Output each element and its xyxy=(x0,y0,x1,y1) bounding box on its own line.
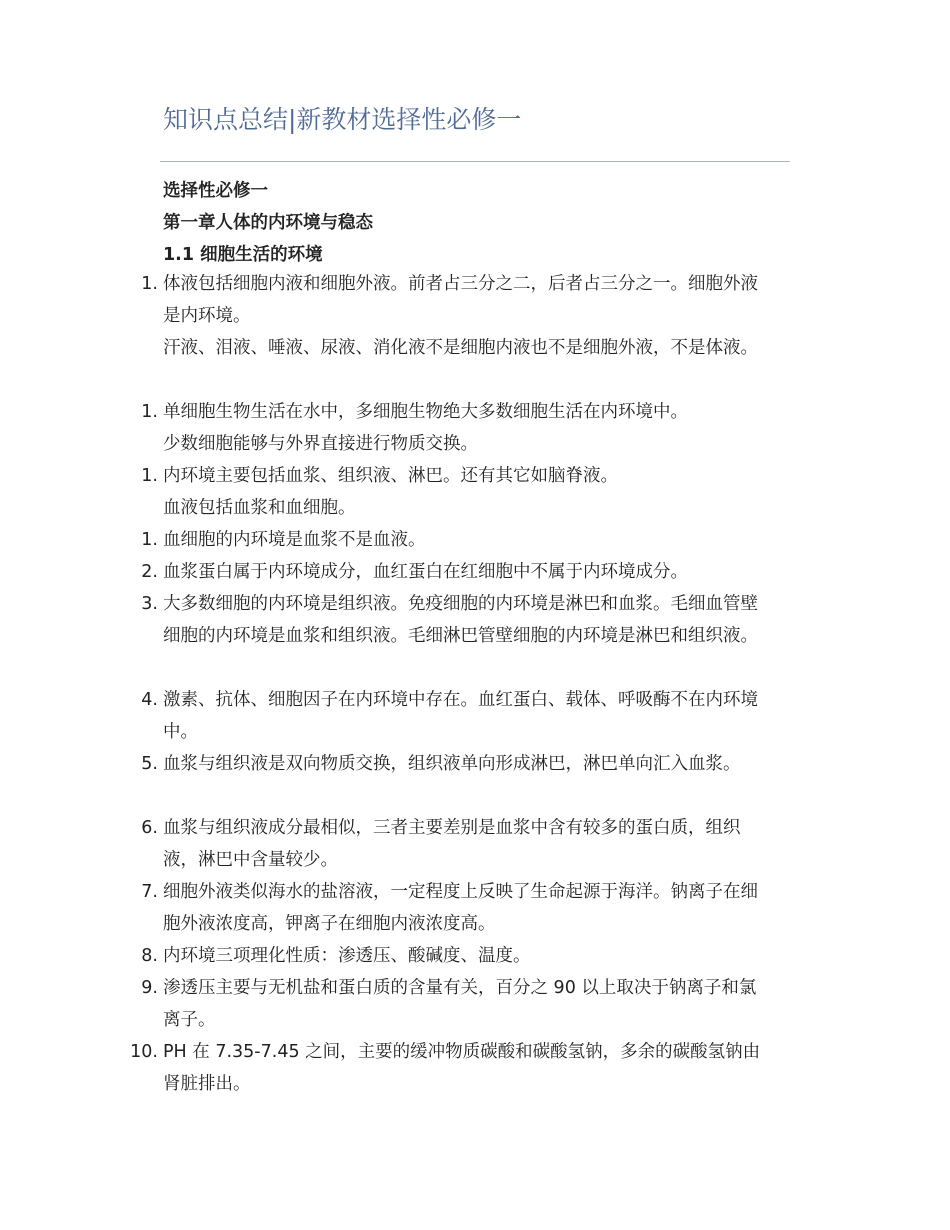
title-divider xyxy=(160,161,790,162)
subsection-heading: 1.1 细胞生活的环境 xyxy=(163,245,323,265)
document-title: 知识点总结|新教材选择性必修一 xyxy=(163,105,522,134)
list-item-text: 血浆蛋白属于内环境成分，血红蛋白在红细胞中不属于内环境成分。 xyxy=(163,562,688,582)
list-item-text: PH 在 7.35-7.45 之间，主要的缓冲物质碳酸和碳酸氢钠，多余的碳酸氢钠由肾脏排出。 xyxy=(163,1042,761,1094)
list-item-number: 2. xyxy=(141,562,158,582)
list-item-text: 少数细胞能够与外界直接进行物质交换。 xyxy=(163,434,478,454)
list-item-number: 1. xyxy=(141,274,158,294)
list-item-text: 血浆与组织液成分最相似，三者主要差别是血浆中含有较多的蛋白质，组织液，淋巴中含量较少。 xyxy=(163,818,741,870)
list-item-number: 3. xyxy=(141,594,158,614)
list-item-text: 体液包括细胞内液和细胞外液。前者占三分之二，后者占三分之一。细胞外液是内环境。 xyxy=(163,274,758,326)
list-item-number: 1. xyxy=(141,530,158,550)
list-item-text: 细胞外液类似海水的盐溶液，一定程度上反映了生命起源于海洋。钠离子在细胞外液浓度高，钾离子在细胞内液浓度高。 xyxy=(163,882,758,934)
list-item-number: 10. xyxy=(130,1042,158,1062)
list-item-text: 汗液、泪液、唾液、尿液、消化液不是细胞内液也不是细胞外液，不是体液。 xyxy=(163,338,758,358)
list-item-number: 9. xyxy=(141,978,158,998)
chapter-heading: 第一章人体的内环境与稳态 xyxy=(163,213,373,233)
list-item-number: 4. xyxy=(141,690,158,710)
list-item-text: 血细胞的内环境是血浆不是血液。 xyxy=(163,530,426,550)
list-item-number: 7. xyxy=(141,882,158,902)
list-item-text: 激素、抗体、细胞因子在内环境中存在。血红蛋白、载体、呼吸酶不在内环境中。 xyxy=(163,690,758,742)
list-item-text: 渗透压主要与无机盐和蛋白质的含量有关，百分之 90 以上取决于钠离子和氯离子。 xyxy=(163,978,757,1030)
list-item-text: 血浆与组织液是双向物质交换，组织液单向形成淋巴，淋巴单向汇入血浆。 xyxy=(163,754,741,774)
list-item-number: 5. xyxy=(141,754,158,774)
section-heading: 选择性必修一 xyxy=(163,181,268,201)
list-item-number: 8. xyxy=(141,946,158,966)
list-item-text: 内环境主要包括血浆、组织液、淋巴。还有其它如脑脊液。 xyxy=(163,466,618,486)
list-item-number: 6. xyxy=(141,818,158,838)
list-item-number: 1. xyxy=(141,402,158,422)
list-item-text: 血液包括血浆和血细胞。 xyxy=(163,498,356,518)
list-item-text: 单细胞生物生活在水中，多细胞生物绝大多数细胞生活在内环境中。 xyxy=(163,402,688,422)
list-item-text: 内环境三项理化性质：渗透压、酸碱度、温度。 xyxy=(163,946,531,966)
list-item-text: 大多数细胞的内环境是组织液。免疫细胞的内环境是淋巴和血浆。毛细血管壁细胞的内环境是血浆和组织液。毛细淋巴管壁细胞的内环境是淋巴和组织液。 xyxy=(163,594,758,646)
list-item-number: 1. xyxy=(141,466,158,486)
